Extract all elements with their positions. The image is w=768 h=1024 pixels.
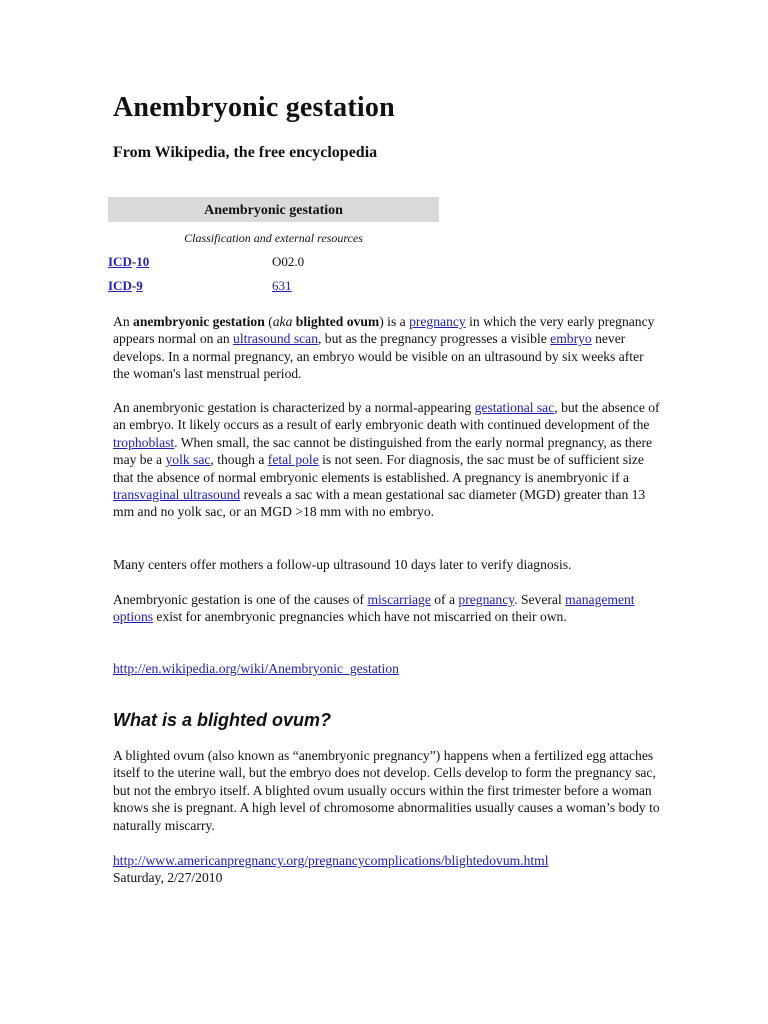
icd-link[interactable]: ICD [108, 278, 132, 293]
text-run: Anembryonic gestation is one of the causes of [113, 592, 368, 607]
source-url-line-2 [113, 852, 549, 869]
section-heading: What is a blighted ovum? [113, 710, 332, 730]
text-run: , but as the pregnancy progresses a visible [318, 331, 551, 347]
wikipedia-source-link[interactable]: http://en.wikipedia.org/wiki/Anembryonic_gestation [113, 661, 399, 676]
icd9-code-link[interactable]: 631 [272, 278, 292, 293]
source-url-line [113, 660, 399, 677]
paragraph-definition [113, 313, 661, 383]
text-run: , though a [210, 452, 268, 468]
link-pregnancy[interactable]: pregnancy [409, 314, 466, 329]
link-transvaginal-ultrasound[interactable]: transvaginal ultrasound [113, 487, 241, 503]
date-line: Saturday, 2/27/2010 [113, 870, 223, 885]
text-run: exist for anembryonic pregnancies which have not miscarried on their own. [153, 609, 567, 625]
text-run: , but the absence of an embryo. It likely occurs as a result of early embryonic death with continued development of the [113, 400, 660, 433]
paragraph-followup: Many centers offer mothers a follow-up ultrasound 10 days later to verify diagnosis. [113, 557, 572, 572]
link-pregnancy-2[interactable]: pregnancy [458, 592, 515, 607]
text-run: . When small, the sac cannot be distinguished from the early normal pregnancy, as there may be a [113, 434, 653, 468]
icd10-code-value: O02.0 [272, 254, 305, 269]
paragraph-blighted-ovum: A blighted ovum (also known as “anembryonic pregnancy”) happens when a fertilized egg attaches itself to the uterine wall, but the embryo does not develop. Cells develop to form the pregnancy sac, but not the embryo itself. A blighted ovum usually occurs within the first trimester before a woman knows she is pregnant. A high level of chromosome abnormalities usually causes a woman’s body to naturally miscarry. [113, 748, 660, 833]
bold-term: anembryonic gestation [133, 314, 265, 329]
icd-version-link[interactable]: 9 [136, 278, 143, 293]
infobox-subtitle: Classification and external resources [184, 231, 363, 245]
link-miscarriage[interactable]: miscarriage [367, 592, 431, 607]
text-run: never develops. In a normal pregnancy, an embryo would be visible on an ultrasound by six weeks after the woman's last menstrual period. [113, 331, 644, 382]
page-subtitle: From Wikipedia, the free encyclopedia [113, 144, 378, 161]
americanpregnancy-source-link[interactable]: http://www.americanpregnancy.org/pregnancycomplications/blightedovum.html [113, 853, 549, 868]
link-gestational-sac[interactable]: gestational sac [474, 400, 555, 415]
paragraph-causes [113, 591, 661, 626]
text-run: ( [264, 314, 273, 329]
text-run: of a [430, 592, 459, 607]
page-title: Anembryonic gestation [113, 92, 395, 123]
italic-term: aka [272, 314, 293, 329]
infobox-row-icd9 [108, 277, 292, 295]
bold-term: blighted ovum [295, 314, 380, 329]
icd-separator: - [131, 278, 137, 293]
infobox-title: Anembryonic gestation [108, 197, 439, 222]
text-run: ) is a [379, 314, 410, 329]
link-trophoblast[interactable]: trophoblast [113, 434, 175, 450]
link-yolk-sac[interactable]: yolk sac [165, 452, 211, 468]
icd-separator: - [131, 254, 137, 269]
icd-version-link[interactable]: 10 [136, 254, 150, 269]
icd-link[interactable]: ICD [108, 254, 132, 269]
link-embryo[interactable]: embryo [550, 331, 592, 347]
text-run: An [113, 314, 134, 329]
link-management-options[interactable]: management options [113, 592, 635, 625]
text-run: An anembryonic gestation is characterized by a normal-appearing [113, 400, 475, 415]
infobox-row-icd10 [108, 253, 305, 271]
link-ultrasound-scan[interactable]: ultrasound scan [233, 331, 318, 347]
text-run: . Several [514, 592, 566, 607]
text-run: is not seen. For diagnosis, the sac must be of sufficient size that the absence of normal embryonic elements is established. A pregnancy is anembryonic if a [113, 452, 644, 485]
link-fetal-pole[interactable]: fetal pole [267, 452, 319, 468]
text-run: in which the very early pregnancy appears normal on an [113, 314, 655, 347]
paragraph-characterization [113, 399, 661, 521]
text-run: reveals a sac with a mean gestational sac diameter (MGD) greater than 13 mm and no yolk sac, or an MGD >18 mm with no embryo. [113, 487, 646, 520]
